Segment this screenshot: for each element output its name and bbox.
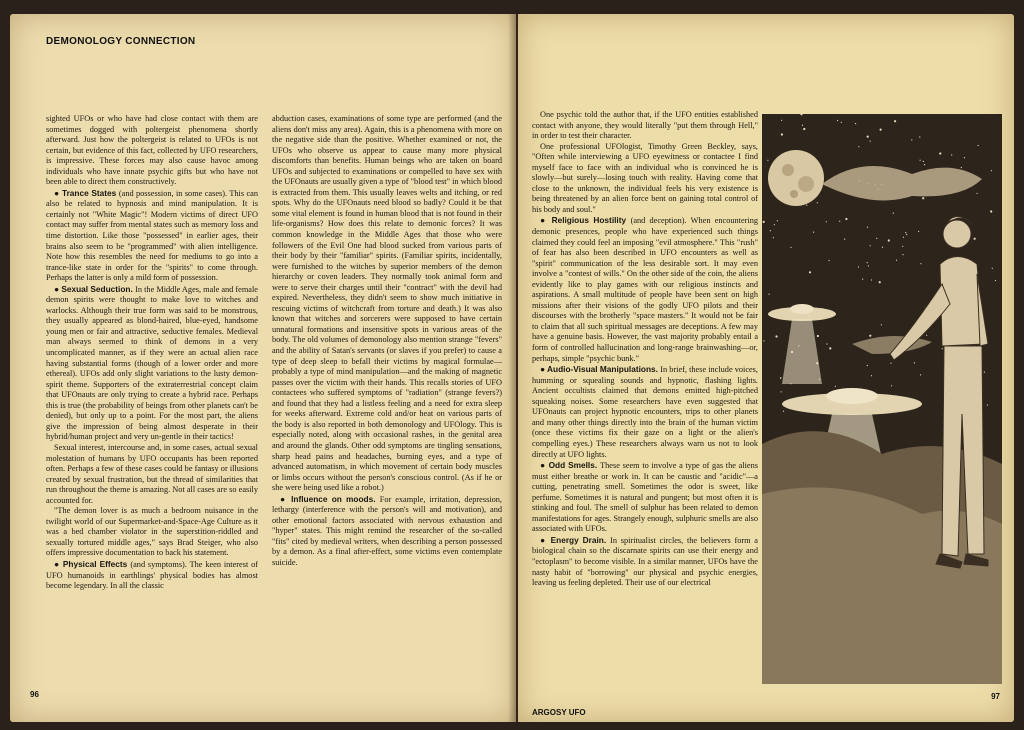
star-icon (781, 120, 782, 121)
text-column-3 (532, 110, 758, 589)
star-icon (871, 375, 872, 376)
star-icon (781, 133, 783, 135)
star-icon (974, 238, 976, 240)
star-icon (763, 221, 765, 223)
star-icon (867, 136, 869, 138)
star-icon (896, 260, 897, 261)
paragraph (272, 114, 502, 494)
paragraph (46, 559, 258, 592)
star-icon (770, 230, 771, 231)
star-icon (871, 279, 872, 280)
star-icon (841, 122, 842, 123)
star-icon (869, 335, 871, 337)
star-icon (894, 120, 896, 122)
star-icon (839, 221, 840, 222)
star-icon (845, 218, 847, 220)
ufo-illustration (762, 114, 1002, 684)
paragraph-text: For example, irritation, depression, lethargy (interference with the person's will and motivation), and other emotional factors associated with nervous exhaustion and "hyper" states. This might remind the researcher of the so-called "fits" cited by medieval writers, when describing a person possessed by a demon. As a final after-effect, some victims even contemplate suicide. (272, 494, 502, 567)
paragraph-text: One psychic told the author that, if the UFO entities established contact with anyone, they would literally "put them through Hell," in order to test their character. (532, 110, 758, 141)
bullet-heading: ● Energy Drain. (540, 534, 611, 545)
star-icon (882, 247, 883, 248)
star-icon (777, 220, 778, 221)
star-icon (905, 232, 906, 233)
star-icon (906, 234, 907, 235)
star-icon (867, 227, 868, 228)
paragraph (272, 494, 502, 569)
star-icon (893, 213, 894, 214)
paragraph (532, 460, 758, 535)
paragraph (532, 535, 758, 589)
star-icon (918, 231, 919, 232)
star-icon (880, 129, 882, 131)
paragraph (46, 284, 258, 443)
star-icon (919, 136, 920, 137)
paragraph (532, 215, 758, 364)
star-icon (902, 246, 903, 247)
star-icon (829, 347, 831, 349)
star-icon (978, 145, 979, 146)
star-icon (879, 281, 881, 283)
star-icon (870, 245, 871, 246)
star-icon (951, 154, 952, 155)
star-icon (991, 170, 992, 171)
star-icon (992, 268, 993, 269)
bullet-heading: ● Audio-Visual Manipulations. (540, 364, 661, 375)
star-icon (774, 224, 775, 225)
star-icon (806, 205, 807, 206)
star-icon (817, 202, 818, 203)
star-icon (924, 164, 925, 165)
star-icon (775, 335, 777, 337)
star-icon (977, 193, 978, 194)
paragraph (532, 364, 758, 460)
star-icon (870, 141, 871, 142)
star-icon (773, 237, 774, 238)
star-icon (803, 128, 805, 130)
star-icon (984, 372, 985, 373)
star-icon (876, 238, 877, 239)
star-icon (902, 254, 903, 255)
star-icon (920, 374, 921, 375)
bullet-heading: ● Physical Effects (54, 558, 131, 569)
star-icon (769, 294, 770, 295)
star-icon (920, 263, 921, 264)
star-icon (990, 210, 992, 212)
star-icon (939, 152, 941, 154)
star-icon (826, 221, 827, 222)
paragraph-text: In the Middle Ages, male and female demon spirits were thought to make love to witches and warlocks. Although their true form was said to be monstrous, they usually appeared as blond-haired, blue-eyed, handsome young men or fair and attractive, seductive females. Medieval man always seemed to think of demons in a very uncomplicated manner, as if they were an actual alien race having substantial forms (though of a lower order and more ethereal). UFOs add only slight variations to the lusty demon-spirit theme. Supporters of the extraterrestrial concept claim that UFOnauts are only trying to create a hybrid race. Perhaps this is true (the probability of beings from other planets can't be denied), but only up to a point. For the most part, the aliens give the impression of being almost desperate in their hybrid/human project and very un-gentle in their tactics! (46, 284, 258, 442)
star-icon (903, 237, 904, 238)
paragraph (46, 443, 258, 506)
page-number-left: 96 (30, 690, 39, 699)
bullet-heading: ● Odd Smells. (540, 460, 601, 471)
star-icon (781, 391, 782, 392)
paragraph-text: These seem to involve a type of gas the aliens must either breathe or work in. It can be caustic and "acidic"—a cutting, penetrating smell. Sometimes the odor is sweet, like perfume. Sometimes it is natural and pungent; but most often it is stinking and foul. The smell of sulphur has been related to demon manifestations for ages. Strangely enough, sulphuric smells are also associated with UFOs. (532, 461, 758, 534)
star-icon (964, 157, 965, 158)
paragraph (46, 188, 258, 284)
bullet-heading: ● Trance States (54, 187, 119, 198)
star-icon (942, 348, 943, 349)
star-icon (987, 404, 988, 405)
star-icon (790, 247, 791, 248)
star-icon (911, 139, 912, 140)
text-column-1 (46, 114, 258, 592)
star-icon (809, 271, 811, 273)
paragraph-text: (and symptoms). The keen interest of UFO humanoids in earthlings' physical bodies has almost become legendary. In all the classic (46, 559, 258, 591)
star-icon (844, 239, 845, 240)
paragraph (46, 114, 258, 188)
running-footer: ARGOSY UFO (532, 708, 586, 717)
paragraph-text: One professional UFOlogist, Timothy Green Beckley, says, "Often while interviewing a UFO eyewitness or contactee I find myself face to face with an individual who is convinced he is slowly—but surely—losing touch with reality. Having come that close to the unknown, the individual feels his very existence is being threatened by an alien force bent on gaining total control of his body and soul." (532, 141, 758, 214)
star-icon (858, 266, 859, 267)
star-icon (837, 120, 838, 121)
running-header: DEMONOLOGY CONNECTION (46, 36, 196, 47)
star-icon (920, 160, 921, 161)
star-icon (914, 362, 915, 363)
star-icon (890, 363, 891, 364)
right-page (518, 14, 1014, 722)
paragraph-text: abduction cases, examinations of some type are performed (and the aliens don't miss any area). Again, this is a phenomena with more on the negative side than the positive. Whether examined or not, the UFOs who observe us appear to cause many more physical discomforts than benefits. Human beings who are taken on board UFOs and subjected to examinations or compelled to have sex with the UFOnauts are usually given a type of "blood test" in which blood is extracted from them. This usually leaves welts and itching, or red spots. Why do the UFOnauts need blood so badly? Could it be that some vital element is found in human blood that is not found in their life-organisms? How does this relate to demonic forces? It was common knowledge in the Middle Ages that those who were followers of the Evil One had blood sucked from various parts of their body by their "familiar" spirits. (Familiar spirits, incidentally, were furnished to the witches by superior members of the demon hierarchy or coven leaders. They normally took animal form and were to serve their charges until their "contract" with the devil had expired. Nevertheless, they didn't seem to show much initiative in rescuing victims of witchcraft from torture and death.) It was also known that witches and sorcerers were supposed to have certain unnatural formations and insensitive spots in various areas of the body. The old volumes of demonology also mention strange "fevers" and the ability of Satan's servants (or slaves if you prefer) to cause a type of deep sleep to befall their victims by magical formulae—probably a type of mind manipulation—and the making of magnetic passes over the victim with their hands. This recalls stories of UFO contactees who suffered symptoms of "radiation" (strange fevers?) and found that they had a listless feeling and a need for extra sleep for weeks afterward. Extreme cold and/or heat on various parts of the body is also reported in both demonology and UFOlogy. This is especially noted, along with occasional rashes, in the genital area and around the glands. Other odd symptoms are tingling sensations, sharp head pains and headaches, burning eyes, and a type of advanced automatism, in which movement of certain body muscles or limbs occurs without the person's conscious control. (As if he or she were being used like a robot.) (272, 114, 502, 493)
star-icon (862, 279, 863, 280)
star-icon (926, 335, 927, 336)
star-icon (923, 161, 924, 162)
star-icon (826, 343, 827, 344)
star-icon (767, 160, 768, 161)
star-icon (817, 335, 819, 337)
paragraph-text: In spiritualist circles, the believers form a biological chain so the discarnate spirits can use their energy and "ectoplasm" to become visible. In a similar manner, UFOs have the nasty habit of "borrowing" our physical and psychic energies, leaving us feeling depleted. Their use of our electrical (532, 535, 758, 588)
star-icon (802, 125, 803, 126)
bullet-heading: ● Sexual Seduction. (54, 283, 136, 294)
paragraph-text: (and deception). When encountering demonic presences, people who have experienced such things claimed they could feel an imposing "evil atmosphere." This "rush" of fear has also been described in UFO encounters as well as "spirit" communication of the less desirable sort. It may even involve a "contest of wills." On the other side of the coin, the aliens evidently like to play games with our religious instincts and aspirations. A small multitude of people have been sent on high missions after their visions of the godly UFO pilots and their discourses with the brotherly "space masters." It would not be fair to claim that all such spiritual messages are deceptions. A few may have a genuine basis. However, the vast majority probably entail a form of controlled hallucination and long-range brainwashing—or, perhaps, simple "psychic bunk." (532, 216, 759, 363)
paragraph-text: (and possession, in some cases). This can also be related to hypnosis and mind manipulation. It is certainly not "White Magic"! Modern victims of direct UFO contact may suffer from mental states such as memory loss and time distortion. Like those "possessed" in earlier ages, their brains also seem to be "programmed" with alien intelligence. Note how this resembles the need for mediums to go into a trance-like state in order for the "spirits" to come through. Perhaps the latter is only a mild form of possession. (46, 188, 258, 283)
paragraph (532, 142, 758, 216)
star-icon (888, 239, 890, 241)
bullet-heading: ● Religious Hostility (540, 215, 631, 226)
star-icon (881, 324, 882, 325)
star-icon (891, 385, 892, 386)
star-icon (835, 386, 836, 387)
star-icon (868, 265, 869, 266)
bullet-heading: ● Influence on moods. (280, 493, 380, 504)
paragraph-text: Sexual interest, intercourse and, in some cases, actual sexual molestation of humans by UFO occupants has been reported often. Perhaps a few of these cases could be fantasy or illusions created by sexual frustration, but the thread of similarities that run throughout the theme is amazing. Not all cases are so easily accounted for. (46, 442, 258, 505)
paragraph-text: In brief, these include voices, humming or squealing sounds and hypnotic, flashing lights. Ancient occultists claimed that demons emitted high-pitched squeaking noises. Some researchers have even suggested that UFOnauts can project hypnotic encounters, trips to other planets and many other things directly into the brain of the human victim (once these victims fix their gaze on a light or the alien's compelling eyes.) These researchers always warn us not to look directly at UFO lights. (532, 365, 758, 459)
moon-icon (768, 150, 824, 206)
star-icon (783, 411, 784, 412)
star-icon (780, 378, 781, 379)
star-icon (867, 365, 868, 366)
left-page (10, 14, 516, 722)
star-icon (995, 280, 996, 281)
paragraph (532, 110, 758, 142)
star-icon (855, 123, 856, 124)
paragraph-text: sighted UFOs or who have had close contact with them are sometimes dogged with poltergeist phenomena shortly afterward. Just how the poltergeist is related to UFOs is not certain, but evidence of this fact, collected by UFO researchers, is impressive. These forces may also cause havoc among individuals who have innate psychic gifts but who have not been able to direct them constructively. (46, 114, 258, 187)
page-number-right: 97 (991, 692, 1000, 701)
star-icon (763, 340, 764, 341)
star-icon (813, 232, 814, 233)
text-column-2 (272, 114, 502, 569)
star-icon (922, 197, 924, 199)
star-icon (867, 262, 868, 263)
star-icon (961, 167, 962, 168)
star-icon (829, 260, 830, 261)
paragraph-text: "The demon lover is as much a bedroom nuisance in the twilight world of our Supermarket-and-Space-Age Culture as it was a bed chamber violator in the superstition-riddled and sexually tortured middle ages," says Brad Steiger, who also offers impressive documentation to back his statement. (46, 506, 258, 558)
paragraph (46, 506, 258, 559)
star-icon (858, 146, 859, 147)
